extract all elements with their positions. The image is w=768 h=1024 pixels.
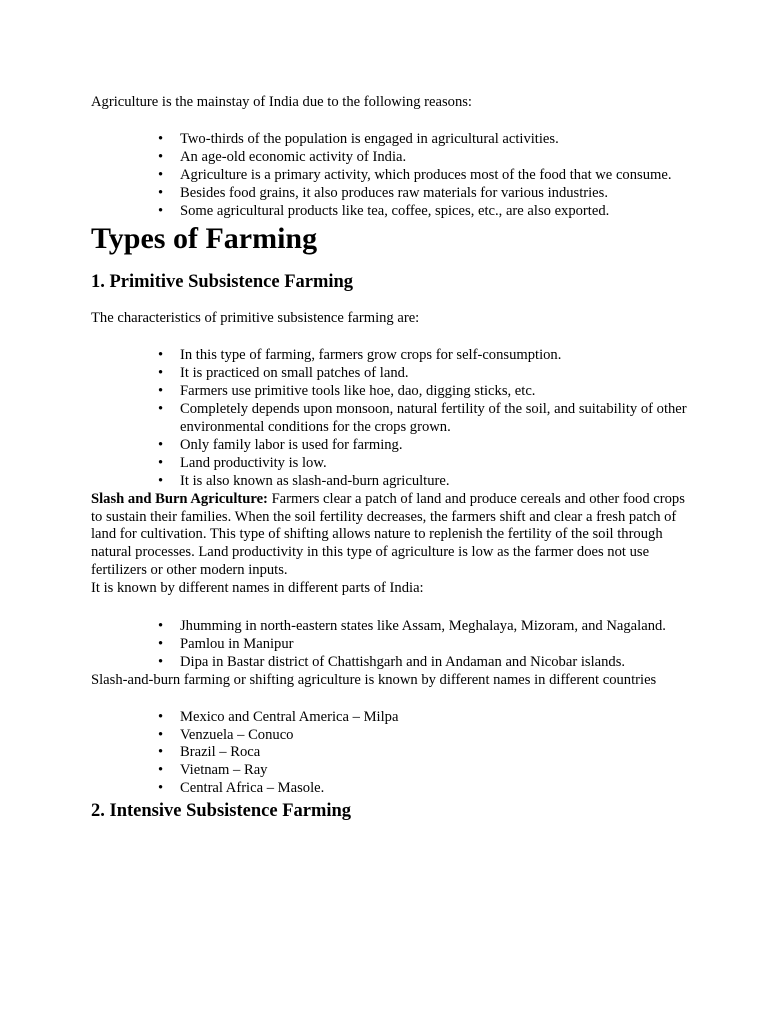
countries-paragraph: Slash-and-burn farming or shifting agriculture is known by different names in different countries: [91, 671, 657, 688]
list-item: • Completely depends upon monsoon, natural fertility of the soil, and suitability of other environmental conditions for the crops grown.: [180, 401, 688, 437]
intensive-farming-heading: 2. Intensive Subsistence Farming: [91, 801, 352, 822]
list-item: • Vietnam – Ray: [180, 762, 688, 780]
list-item: • Central Africa – Masole.: [180, 780, 688, 798]
list-item: • An age-old economic activity of India.: [180, 149, 688, 167]
slash-and-burn-paragraph: [91, 491, 688, 581]
list-item: • Venzuela – Conuco: [180, 727, 688, 745]
list-item: • Besides food grains, it also produces raw materials for various industries.: [180, 185, 688, 203]
list-item: • Jhumming in north-eastern states like Assam, Meghalaya, Mizoram, and Nagaland.: [180, 618, 688, 636]
list-item: • It is practiced on small patches of land.: [180, 365, 688, 383]
list-item: • Brazil – Roca: [180, 744, 688, 762]
primitive-farming-heading: 1. Primitive Subsistence Farming: [91, 272, 354, 293]
list-item: • Land productivity is low.: [180, 455, 688, 473]
list-item: • Farmers use primitive tools like hoe, dao, digging sticks, etc.: [180, 383, 688, 401]
types-of-farming-heading: Types of Farming: [91, 222, 318, 256]
list-item: • Agriculture is a primary activity, which produces most of the food that we consume.: [180, 167, 688, 185]
reasons-list: [91, 131, 688, 221]
list-item: • Dipa in Bastar district of Chattishgarh and in Andaman and Nicobar islands.: [180, 654, 688, 672]
characteristics-paragraph: The characteristics of primitive subsistence farming are:: [91, 310, 420, 327]
countries-names-list: [91, 709, 688, 799]
list-item: • Only family labor is used for farming.: [180, 437, 688, 455]
list-item: • It is also known as slash-and-burn agriculture.: [180, 473, 688, 491]
characteristics-list: [91, 347, 688, 490]
india-names-list: [91, 618, 688, 672]
list-item: • Mexico and Central America – Milpa: [180, 709, 688, 727]
intro-paragraph: Agriculture is the mainstay of India due to the following reasons:: [91, 94, 472, 110]
slash-and-burn-text: Farmers clear a patch of land and produce cereals and other food crops to sustain their families. When the soil fertility decreases, the farmers shift and clear a fresh patch of land for cultivation. This type of shifting allows nature to replenish the fertility of the soil through natural processes. Land productivity in this type of agriculture is low as the farmer does not use fertilizers or other modern inputs.: [91, 490, 685, 579]
names-paragraph: It is known by different names in different parts of India:: [91, 580, 424, 597]
list-item: • Some agricultural products like tea, coffee, spices, etc., are also exported.: [180, 203, 688, 221]
list-item: • Pamlou in Manipur: [180, 636, 688, 654]
slash-and-burn-label: Slash and Burn Agriculture:: [91, 490, 268, 507]
list-item: • Two-thirds of the population is engaged in agricultural activities.: [180, 131, 688, 149]
list-item: • In this type of farming, farmers grow crops for self-consumption.: [180, 347, 688, 365]
